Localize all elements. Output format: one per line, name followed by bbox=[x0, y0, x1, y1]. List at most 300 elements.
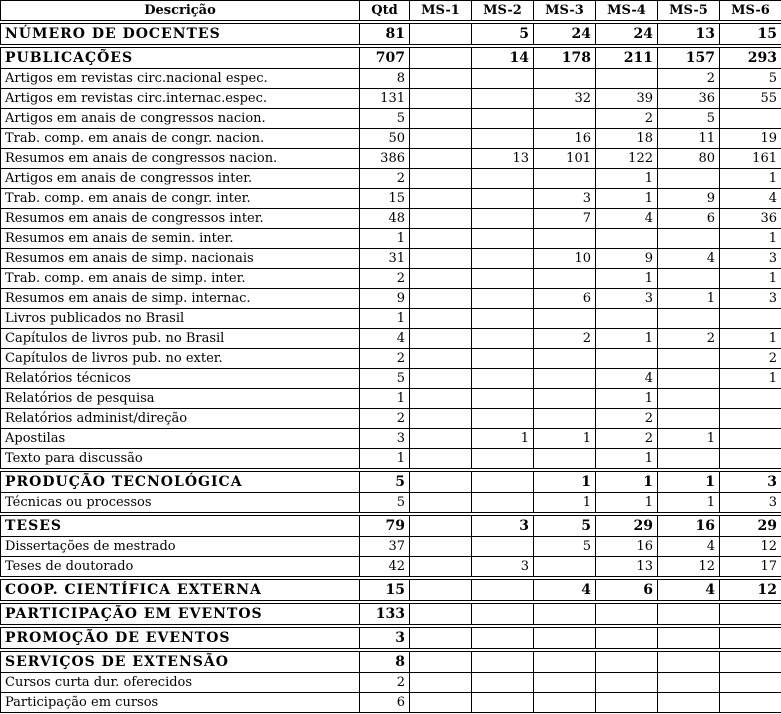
row-qtd: 31 bbox=[360, 249, 410, 269]
row-label: Capítulos de livros pub. no exter. bbox=[1, 349, 360, 369]
row-ms-1 bbox=[410, 109, 472, 129]
group-qtd: 707 bbox=[360, 48, 410, 69]
group-ms-5: 1 bbox=[658, 472, 720, 493]
group-ms-1 bbox=[410, 652, 472, 673]
header-qtd: Qtd bbox=[360, 1, 410, 21]
group-ms-2 bbox=[472, 652, 534, 673]
row-ms-6: 5 bbox=[720, 69, 781, 89]
row-ms-5: 4 bbox=[658, 537, 720, 557]
row-ms-1 bbox=[410, 493, 472, 513]
row-ms-3 bbox=[534, 673, 596, 693]
group-ms-1 bbox=[410, 628, 472, 649]
row-ms-5: 9 bbox=[658, 189, 720, 209]
row-ms-1 bbox=[410, 189, 472, 209]
row-qtd: 131 bbox=[360, 89, 410, 109]
row-label: Cursos curta dur. oferecidos bbox=[1, 673, 360, 693]
group-qtd: 133 bbox=[360, 604, 410, 625]
row-ms-4: 1 bbox=[596, 493, 658, 513]
row-ms-1 bbox=[410, 309, 472, 329]
row-ms-4: 2 bbox=[596, 409, 658, 429]
row-label: Trab. comp. em anais de congr. nacion. bbox=[1, 129, 360, 149]
row-qtd: 9 bbox=[360, 289, 410, 309]
row-ms-5 bbox=[658, 673, 720, 693]
group-ms-1 bbox=[410, 48, 472, 69]
table-row bbox=[1, 369, 781, 389]
row-ms-5: 5 bbox=[658, 109, 720, 129]
row-ms-4 bbox=[596, 349, 658, 369]
group-ms-3 bbox=[534, 628, 596, 649]
row-label: Texto para discussão bbox=[1, 449, 360, 469]
header-ms-5: MS-5 bbox=[658, 1, 720, 21]
table-row bbox=[1, 89, 781, 109]
row-qtd: 1 bbox=[360, 449, 410, 469]
row-ms-4 bbox=[596, 693, 658, 713]
header-ms-6: MS-6 bbox=[720, 1, 781, 21]
row-ms-5 bbox=[658, 229, 720, 249]
header-ms-2: MS-2 bbox=[472, 1, 534, 21]
row-ms-1 bbox=[410, 229, 472, 249]
row-qtd: 1 bbox=[360, 389, 410, 409]
header-descricao: Descrição bbox=[1, 1, 360, 21]
group-ms-3 bbox=[534, 604, 596, 625]
row-ms-2 bbox=[472, 369, 534, 389]
row-ms-3: 2 bbox=[534, 329, 596, 349]
row-label: Artigos em revistas circ.nacional espec. bbox=[1, 69, 360, 89]
row-ms-1 bbox=[410, 449, 472, 469]
row-ms-5: 36 bbox=[658, 89, 720, 109]
row-qtd: 386 bbox=[360, 149, 410, 169]
group-ms-6: 293 bbox=[720, 48, 781, 69]
table-row bbox=[1, 149, 781, 169]
group-title: PUBLICAÇÕES bbox=[1, 48, 360, 69]
row-ms-4: 1 bbox=[596, 189, 658, 209]
row-ms-5: 2 bbox=[658, 69, 720, 89]
row-ms-2 bbox=[472, 449, 534, 469]
row-ms-6 bbox=[720, 389, 781, 409]
table-row bbox=[1, 169, 781, 189]
group-ms-5 bbox=[658, 628, 720, 649]
row-ms-3 bbox=[534, 169, 596, 189]
row-ms-5 bbox=[658, 389, 720, 409]
group-ms-6: 12 bbox=[720, 580, 781, 601]
group-title: NÚMERO DE DOCENTES bbox=[1, 24, 360, 45]
row-ms-4: 2 bbox=[596, 109, 658, 129]
group-row bbox=[1, 652, 781, 673]
row-ms-4: 1 bbox=[596, 329, 658, 349]
group-ms-3: 5 bbox=[534, 516, 596, 537]
row-ms-2 bbox=[472, 229, 534, 249]
group-row bbox=[1, 580, 781, 601]
row-ms-6: 1 bbox=[720, 369, 781, 389]
row-qtd: 4 bbox=[360, 329, 410, 349]
row-ms-2 bbox=[472, 309, 534, 329]
group-qtd: 79 bbox=[360, 516, 410, 537]
row-ms-5: 80 bbox=[658, 149, 720, 169]
group-ms-1 bbox=[410, 24, 472, 45]
table-row bbox=[1, 249, 781, 269]
group-ms-6: 3 bbox=[720, 472, 781, 493]
row-ms-5 bbox=[658, 449, 720, 469]
table-row bbox=[1, 129, 781, 149]
group-ms-5 bbox=[658, 652, 720, 673]
table-row bbox=[1, 389, 781, 409]
row-ms-1 bbox=[410, 249, 472, 269]
row-label: Técnicas ou processos bbox=[1, 493, 360, 513]
table-row bbox=[1, 493, 781, 513]
table-row bbox=[1, 309, 781, 329]
group-ms-6 bbox=[720, 652, 781, 673]
row-ms-4: 122 bbox=[596, 149, 658, 169]
table-row bbox=[1, 409, 781, 429]
group-ms-2: 3 bbox=[472, 516, 534, 537]
row-ms-2 bbox=[472, 269, 534, 289]
row-ms-6: 161 bbox=[720, 149, 781, 169]
group-ms-1 bbox=[410, 516, 472, 537]
row-label: Resumos em anais de simp. nacionais bbox=[1, 249, 360, 269]
group-ms-6 bbox=[720, 604, 781, 625]
row-ms-6: 12 bbox=[720, 537, 781, 557]
group-ms-3 bbox=[534, 652, 596, 673]
group-qtd: 81 bbox=[360, 24, 410, 45]
group-ms-4 bbox=[596, 628, 658, 649]
group-ms-1 bbox=[410, 580, 472, 601]
row-ms-6: 17 bbox=[720, 557, 781, 577]
row-ms-6: 1 bbox=[720, 169, 781, 189]
row-ms-3: 3 bbox=[534, 189, 596, 209]
row-ms-3 bbox=[534, 269, 596, 289]
row-ms-3 bbox=[534, 109, 596, 129]
row-qtd: 5 bbox=[360, 493, 410, 513]
row-ms-3 bbox=[534, 449, 596, 469]
row-ms-3: 1 bbox=[534, 429, 596, 449]
group-title: COOP. CIENTÍFICA EXTERNA bbox=[1, 580, 360, 601]
table-row bbox=[1, 329, 781, 349]
table-row bbox=[1, 693, 781, 713]
row-ms-1 bbox=[410, 149, 472, 169]
row-qtd: 5 bbox=[360, 369, 410, 389]
row-ms-1 bbox=[410, 557, 472, 577]
row-label: Relatórios de pesquisa bbox=[1, 389, 360, 409]
row-label: Artigos em anais de congressos inter. bbox=[1, 169, 360, 189]
row-label: Trab. comp. em anais de congr. inter. bbox=[1, 189, 360, 209]
group-ms-3: 1 bbox=[534, 472, 596, 493]
row-ms-5: 4 bbox=[658, 249, 720, 269]
row-label: Artigos em revistas circ.internac.espec. bbox=[1, 89, 360, 109]
table-row bbox=[1, 557, 781, 577]
group-row bbox=[1, 628, 781, 649]
row-ms-2 bbox=[472, 693, 534, 713]
row-ms-5 bbox=[658, 269, 720, 289]
row-ms-1 bbox=[410, 537, 472, 557]
row-ms-4: 16 bbox=[596, 537, 658, 557]
row-ms-2 bbox=[472, 109, 534, 129]
table-row bbox=[1, 69, 781, 89]
group-title: PRODUÇÃO TECNOLÓGICA bbox=[1, 472, 360, 493]
group-ms-6: 29 bbox=[720, 516, 781, 537]
row-label: Artigos em anais de congressos nacion. bbox=[1, 109, 360, 129]
group-ms-6: 15 bbox=[720, 24, 781, 45]
group-ms-4: 1 bbox=[596, 472, 658, 493]
table-row bbox=[1, 289, 781, 309]
header-ms-3: MS-3 bbox=[534, 1, 596, 21]
row-ms-5 bbox=[658, 169, 720, 189]
row-ms-2 bbox=[472, 537, 534, 557]
row-ms-3 bbox=[534, 693, 596, 713]
row-qtd: 50 bbox=[360, 129, 410, 149]
group-ms-4: 6 bbox=[596, 580, 658, 601]
row-ms-3 bbox=[534, 349, 596, 369]
row-ms-3: 16 bbox=[534, 129, 596, 149]
table-row bbox=[1, 209, 781, 229]
group-ms-5: 4 bbox=[658, 580, 720, 601]
row-label: Relatórios técnicos bbox=[1, 369, 360, 389]
row-ms-6: 1 bbox=[720, 229, 781, 249]
row-ms-3 bbox=[534, 389, 596, 409]
row-ms-4 bbox=[596, 69, 658, 89]
row-ms-4: 9 bbox=[596, 249, 658, 269]
row-ms-5: 12 bbox=[658, 557, 720, 577]
row-ms-1 bbox=[410, 349, 472, 369]
row-ms-1 bbox=[410, 693, 472, 713]
row-ms-6 bbox=[720, 449, 781, 469]
row-label: Relatórios administ/direção bbox=[1, 409, 360, 429]
row-ms-6: 19 bbox=[720, 129, 781, 149]
table-row bbox=[1, 269, 781, 289]
row-ms-1 bbox=[410, 429, 472, 449]
row-ms-5: 1 bbox=[658, 429, 720, 449]
row-ms-1 bbox=[410, 673, 472, 693]
row-label: Apostilas bbox=[1, 429, 360, 449]
row-ms-6 bbox=[720, 309, 781, 329]
group-ms-2 bbox=[472, 604, 534, 625]
row-ms-5 bbox=[658, 409, 720, 429]
row-ms-6 bbox=[720, 429, 781, 449]
row-ms-3 bbox=[534, 557, 596, 577]
row-ms-1 bbox=[410, 69, 472, 89]
row-ms-2: 13 bbox=[472, 149, 534, 169]
row-ms-5 bbox=[658, 369, 720, 389]
group-ms-2 bbox=[472, 628, 534, 649]
row-ms-4 bbox=[596, 229, 658, 249]
row-ms-2 bbox=[472, 209, 534, 229]
table-row bbox=[1, 229, 781, 249]
row-ms-4: 39 bbox=[596, 89, 658, 109]
row-ms-3: 1 bbox=[534, 493, 596, 513]
row-ms-6: 36 bbox=[720, 209, 781, 229]
row-ms-1 bbox=[410, 389, 472, 409]
group-ms-4: 24 bbox=[596, 24, 658, 45]
row-ms-5: 2 bbox=[658, 329, 720, 349]
row-ms-6: 1 bbox=[720, 269, 781, 289]
row-ms-6 bbox=[720, 409, 781, 429]
row-ms-2 bbox=[472, 89, 534, 109]
table-row bbox=[1, 429, 781, 449]
group-row bbox=[1, 24, 781, 45]
row-ms-4: 2 bbox=[596, 429, 658, 449]
table-row bbox=[1, 109, 781, 129]
group-ms-6 bbox=[720, 628, 781, 649]
row-label: Trab. comp. em anais de simp. inter. bbox=[1, 269, 360, 289]
group-ms-4 bbox=[596, 652, 658, 673]
row-ms-1 bbox=[410, 169, 472, 189]
row-ms-6: 1 bbox=[720, 329, 781, 349]
row-label: Teses de doutorado bbox=[1, 557, 360, 577]
row-ms-4: 18 bbox=[596, 129, 658, 149]
group-qtd: 5 bbox=[360, 472, 410, 493]
row-ms-6: 4 bbox=[720, 189, 781, 209]
table-row bbox=[1, 537, 781, 557]
row-ms-6: 3 bbox=[720, 493, 781, 513]
group-ms-5: 157 bbox=[658, 48, 720, 69]
table-body bbox=[1, 21, 781, 713]
row-ms-4: 1 bbox=[596, 169, 658, 189]
header-ms-1: MS-1 bbox=[410, 1, 472, 21]
row-label: Resumos em anais de congressos nacion. bbox=[1, 149, 360, 169]
row-ms-5: 6 bbox=[658, 209, 720, 229]
group-ms-2 bbox=[472, 472, 534, 493]
group-ms-2: 5 bbox=[472, 24, 534, 45]
group-row bbox=[1, 516, 781, 537]
row-ms-3: 32 bbox=[534, 89, 596, 109]
row-qtd: 37 bbox=[360, 537, 410, 557]
row-ms-3 bbox=[534, 309, 596, 329]
group-title: TESES bbox=[1, 516, 360, 537]
row-ms-2: 1 bbox=[472, 429, 534, 449]
row-qtd: 15 bbox=[360, 189, 410, 209]
row-ms-1 bbox=[410, 89, 472, 109]
group-ms-1 bbox=[410, 604, 472, 625]
row-ms-6: 2 bbox=[720, 349, 781, 369]
row-ms-6: 3 bbox=[720, 249, 781, 269]
row-qtd: 2 bbox=[360, 169, 410, 189]
row-qtd: 3 bbox=[360, 429, 410, 449]
table-row bbox=[1, 673, 781, 693]
row-label: Participação em cursos bbox=[1, 693, 360, 713]
row-ms-2 bbox=[472, 673, 534, 693]
row-qtd: 1 bbox=[360, 309, 410, 329]
row-ms-2 bbox=[472, 389, 534, 409]
row-ms-1 bbox=[410, 209, 472, 229]
group-qtd: 15 bbox=[360, 580, 410, 601]
row-ms-3: 101 bbox=[534, 149, 596, 169]
row-ms-2 bbox=[472, 409, 534, 429]
row-ms-3 bbox=[534, 229, 596, 249]
table-row bbox=[1, 449, 781, 469]
row-qtd: 2 bbox=[360, 269, 410, 289]
row-ms-2 bbox=[472, 289, 534, 309]
row-ms-3 bbox=[534, 369, 596, 389]
row-ms-6: 3 bbox=[720, 289, 781, 309]
row-ms-1 bbox=[410, 329, 472, 349]
header-row bbox=[1, 1, 781, 21]
row-ms-4 bbox=[596, 673, 658, 693]
row-ms-5: 1 bbox=[658, 493, 720, 513]
row-ms-5: 11 bbox=[658, 129, 720, 149]
group-title: PARTICIPAÇÃO EM EVENTOS bbox=[1, 604, 360, 625]
row-ms-5 bbox=[658, 693, 720, 713]
row-qtd: 42 bbox=[360, 557, 410, 577]
row-qtd: 2 bbox=[360, 349, 410, 369]
row-ms-1 bbox=[410, 409, 472, 429]
row-label: Livros publicados no Brasil bbox=[1, 309, 360, 329]
row-qtd: 2 bbox=[360, 409, 410, 429]
group-ms-5: 13 bbox=[658, 24, 720, 45]
row-ms-2 bbox=[472, 349, 534, 369]
group-ms-3: 24 bbox=[534, 24, 596, 45]
row-ms-1 bbox=[410, 269, 472, 289]
group-ms-5 bbox=[658, 604, 720, 625]
row-ms-1 bbox=[410, 289, 472, 309]
group-ms-3: 4 bbox=[534, 580, 596, 601]
row-label: Dissertações de mestrado bbox=[1, 537, 360, 557]
row-ms-6: 55 bbox=[720, 89, 781, 109]
row-ms-1 bbox=[410, 129, 472, 149]
row-ms-4 bbox=[596, 309, 658, 329]
row-ms-6 bbox=[720, 109, 781, 129]
row-qtd: 6 bbox=[360, 693, 410, 713]
group-ms-2 bbox=[472, 580, 534, 601]
row-ms-5 bbox=[658, 309, 720, 329]
row-ms-5: 1 bbox=[658, 289, 720, 309]
row-ms-4: 3 bbox=[596, 289, 658, 309]
group-row bbox=[1, 472, 781, 493]
row-ms-3 bbox=[534, 409, 596, 429]
group-ms-3: 178 bbox=[534, 48, 596, 69]
group-qtd: 3 bbox=[360, 628, 410, 649]
table-row bbox=[1, 189, 781, 209]
group-ms-1 bbox=[410, 472, 472, 493]
row-label: Resumos em anais de simp. internac. bbox=[1, 289, 360, 309]
row-ms-4: 1 bbox=[596, 449, 658, 469]
row-ms-6 bbox=[720, 673, 781, 693]
row-qtd: 8 bbox=[360, 69, 410, 89]
group-ms-2: 14 bbox=[472, 48, 534, 69]
row-ms-4: 4 bbox=[596, 209, 658, 229]
header-ms-4: MS-4 bbox=[596, 1, 658, 21]
group-row bbox=[1, 604, 781, 625]
row-ms-3 bbox=[534, 69, 596, 89]
row-ms-2 bbox=[472, 189, 534, 209]
row-ms-2 bbox=[472, 69, 534, 89]
row-ms-2: 3 bbox=[472, 557, 534, 577]
group-ms-4: 211 bbox=[596, 48, 658, 69]
row-ms-2 bbox=[472, 493, 534, 513]
group-title: PROMOÇÃO DE EVENTOS bbox=[1, 628, 360, 649]
row-label: Resumos em anais de semin. inter. bbox=[1, 229, 360, 249]
group-ms-5: 16 bbox=[658, 516, 720, 537]
row-qtd: 1 bbox=[360, 229, 410, 249]
row-ms-5 bbox=[658, 349, 720, 369]
row-ms-6 bbox=[720, 693, 781, 713]
row-ms-4: 1 bbox=[596, 389, 658, 409]
group-title: SERVIÇOS DE EXTENSÃO bbox=[1, 652, 360, 673]
table-row bbox=[1, 349, 781, 369]
row-ms-3: 6 bbox=[534, 289, 596, 309]
row-ms-3: 5 bbox=[534, 537, 596, 557]
row-ms-4: 1 bbox=[596, 269, 658, 289]
group-row bbox=[1, 48, 781, 69]
row-ms-2 bbox=[472, 329, 534, 349]
row-ms-3: 10 bbox=[534, 249, 596, 269]
row-ms-2 bbox=[472, 249, 534, 269]
row-ms-2 bbox=[472, 129, 534, 149]
row-ms-2 bbox=[472, 169, 534, 189]
row-label: Resumos em anais de congressos inter. bbox=[1, 209, 360, 229]
row-ms-1 bbox=[410, 369, 472, 389]
row-ms-3: 7 bbox=[534, 209, 596, 229]
row-qtd: 48 bbox=[360, 209, 410, 229]
group-ms-4 bbox=[596, 604, 658, 625]
